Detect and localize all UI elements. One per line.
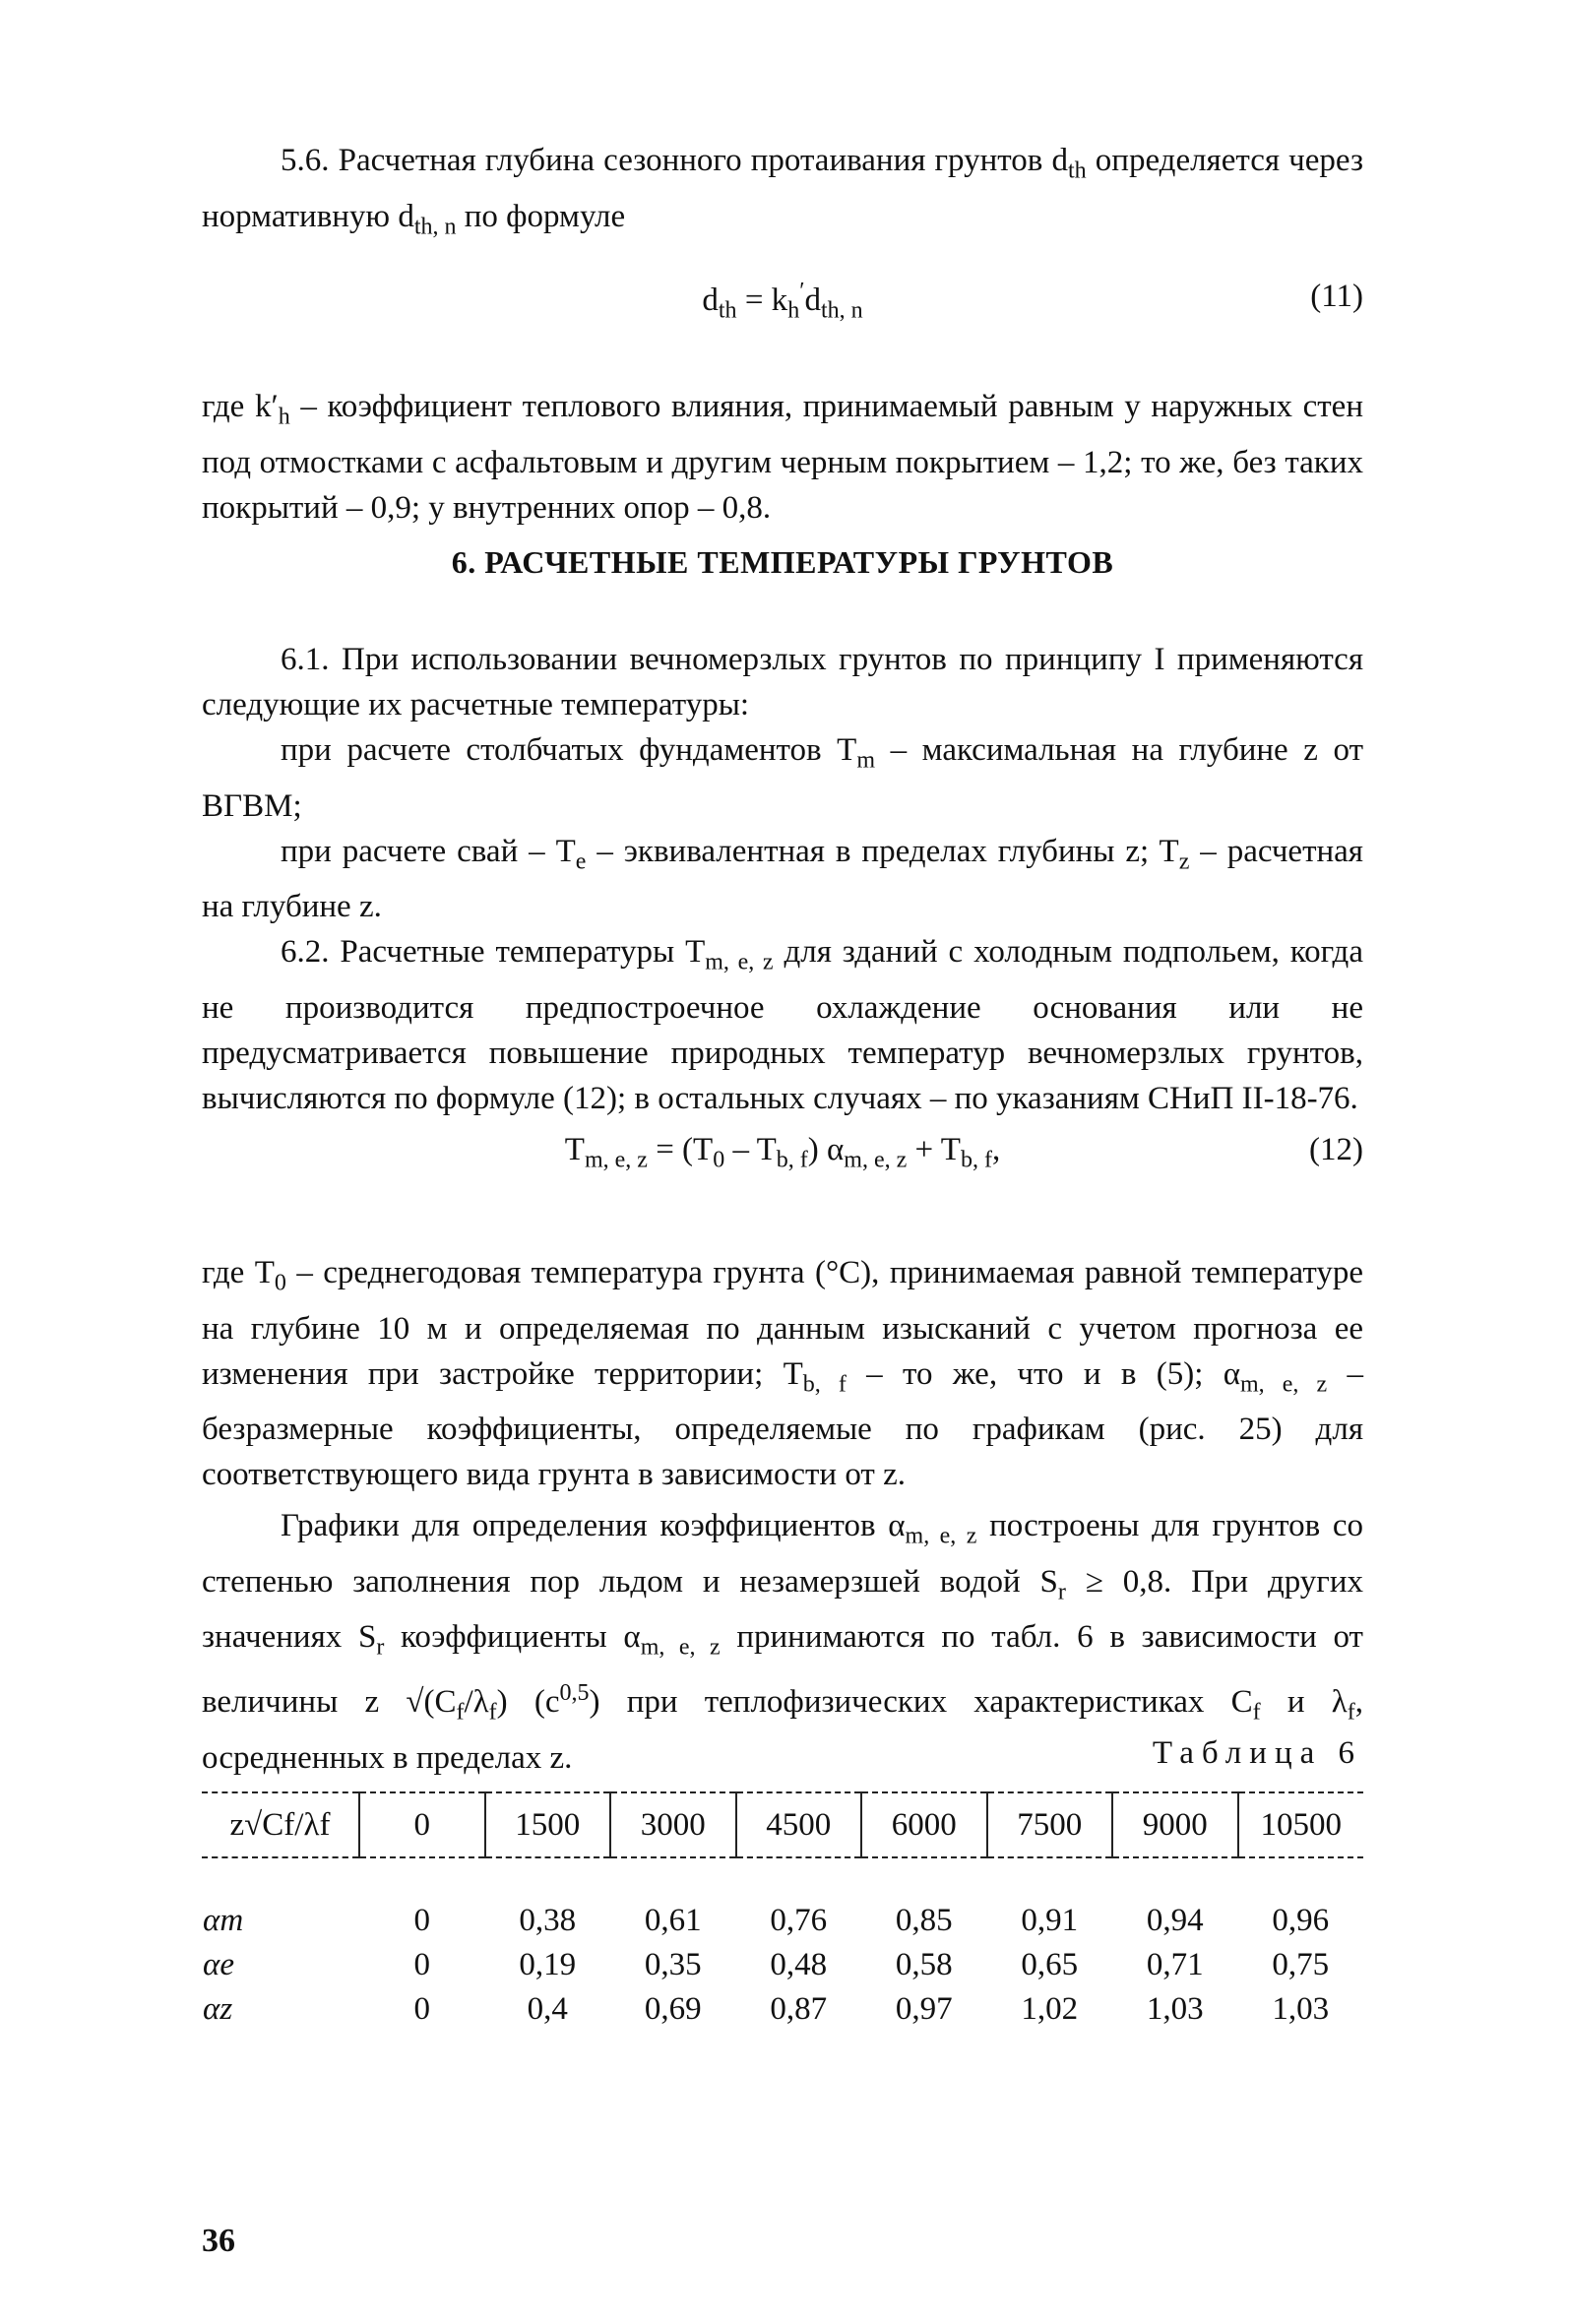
table-cell: 0,76 [770, 1903, 828, 1938]
table-cell: 0,87 [770, 1991, 828, 2027]
section-5-6-explanation [202, 384, 1363, 531]
table-cell: 0,96 [1272, 1903, 1330, 1938]
paragraph-6-2: 6.2. Расчетные температуры $T_{m, e, z}$ для зданий с холодным подпольем, когда не производится предпостроечное охлаждение основания или не предусматривается повышение природных температур вечномерзлых грунтов, вычисляются по формуле (12); в остальных случаях – по указаниям СНиП II-18-76. [202, 934, 1363, 1116]
formula-12-expression: $T_{m, e, z} = (T_0 - T_{b, f}) \alpha_{m, e, z} + T_{b, f}$, [564, 1132, 1001, 1173]
formula-11-number: (11) [1310, 279, 1363, 314]
paragraph-columnar-foundations: при расчете столбчатых фундаментов $T_m$ – максимальная на глубине z от ВГВМ; [202, 732, 1363, 824]
table-cell: 0,85 [895, 1903, 953, 1938]
table-cell: 1,03 [1146, 1991, 1204, 2027]
table-cell: 0,19 [519, 1947, 577, 1982]
table-header-cell: 3000 [610, 1792, 736, 1857]
paragraph-t0-definition: где $T_0$ – среднегодовая температура грунта (°C), принимаемая равной температуре на глубине 10 м и определяемая по данным изысканий с учетом прогноза ее изменения при застройке территории; $T_{b, f}$ – то же, что и в (5); $\alpha_{m, e, z}$ – безразмерные коэффициенты, определяемые по графикам (рис. 25) для соответствующего вида грунта в зависимости от z. [202, 1255, 1363, 1493]
coefficients-table [202, 1791, 1363, 2032]
table-header-cell: 1500 [485, 1792, 611, 1857]
formula-12-number: (12) [1309, 1132, 1363, 1167]
table-cell: 0 [413, 1947, 430, 1982]
table-header-cell: 7500 [987, 1792, 1113, 1857]
table-header-label: z√Cf/λf [202, 1792, 359, 1857]
row-label: αz [203, 1991, 233, 2027]
table-cell: 0,91 [1021, 1903, 1079, 1938]
table-cell: 0,69 [644, 1991, 702, 2027]
table-cell: 0,48 [770, 1947, 828, 1982]
table-header-cell: 4500 [736, 1792, 862, 1857]
table-header-cell: 10500 [1238, 1792, 1364, 1857]
table-cell: 0,61 [644, 1903, 702, 1938]
paragraph-5-6: 5.6. Расчетная глубина сезонного протаивания грунтов $d_{th}$ определяется через нормативную $d_{th, n}$ по формуле [202, 143, 1363, 240]
table-cell: 1,03 [1272, 1991, 1330, 2027]
paragraph-6-1: 6.1. При использовании вечномерзлых грунтов по принципу I применяются следующие их расчетные температуры: [202, 642, 1363, 722]
table-6 [202, 1791, 1363, 2032]
table-cell: 0,58 [895, 1947, 953, 1982]
table-row [202, 1943, 1363, 1987]
section-6-2-explanation [202, 1250, 1363, 1781]
table-cell: 0,38 [519, 1903, 577, 1938]
formula-11-expression: $d_{th} = k_h'd_{th, n}$ [702, 279, 863, 324]
table-cell: 0,75 [1272, 1947, 1330, 1982]
table-header-cell: 9000 [1112, 1792, 1238, 1857]
table-cell: 0,94 [1146, 1903, 1204, 1938]
row-label: αe [203, 1947, 234, 1982]
paragraph-piles: при расчете свай – $T_e$ – эквивалентная в пределах глубины z; $T_z$ – расчетная на глубине z. [202, 833, 1363, 925]
table-header-cell: 0 [359, 1792, 485, 1857]
table-caption: Таблица 6 [1152, 1735, 1362, 1771]
table-cell: 0,71 [1146, 1947, 1204, 1982]
page-number: 36 [202, 2223, 235, 2259]
table-row [202, 1987, 1363, 2032]
section-5-6 [202, 138, 1363, 249]
table-cell: 0 [413, 1903, 430, 1938]
table-header-row [202, 1792, 1363, 1857]
table-cell: 1,02 [1021, 1991, 1079, 2027]
paragraph-kh-definition: где $k'_h$ – коэффициент теплового влияния, принимаемый равным у наружных стен под отмостками с асфальтовым и другим черным покрытием – 1,2; то же, без таких покрытий – 0,9; у внутренних опор – 0,8. [202, 389, 1363, 526]
table-header-cell: 6000 [861, 1792, 987, 1857]
table-cell: 0 [413, 1991, 430, 2027]
paragraph-graphs: Графики для определения коэффициентов $\alpha_{m, e, z}$ построены для грунтов со степенью заполнения пор льдом и незамерзшей водой $S_r \ge 0,8$. При других значениях $S_r$ коэффициенты $\alpha_{m, e, z}$ принимаются по табл. 6 в зависимости от величины z $√(C_f/\lambda_f)$ $(c^{0,5})$ при теплофизических характеристиках $C_f$ и $\lambda_f$, осредненных в пределах z. [202, 1508, 1363, 1776]
section-6-1 [202, 637, 1363, 1121]
table-cell: 0,35 [644, 1947, 702, 1982]
formula-11 [202, 279, 1363, 328]
table-row [202, 1857, 1363, 1943]
row-label: αm [203, 1903, 244, 1938]
table-cell: 0,4 [527, 1991, 568, 2027]
table-cell: 0,65 [1021, 1947, 1079, 1982]
formula-12 [202, 1132, 1363, 1181]
table-cell: 0,97 [895, 1991, 953, 2027]
section-heading-6: 6. РАСЧЕТНЫЕ ТЕМПЕРАТУРЫ ГРУНТОВ [451, 544, 1114, 580]
